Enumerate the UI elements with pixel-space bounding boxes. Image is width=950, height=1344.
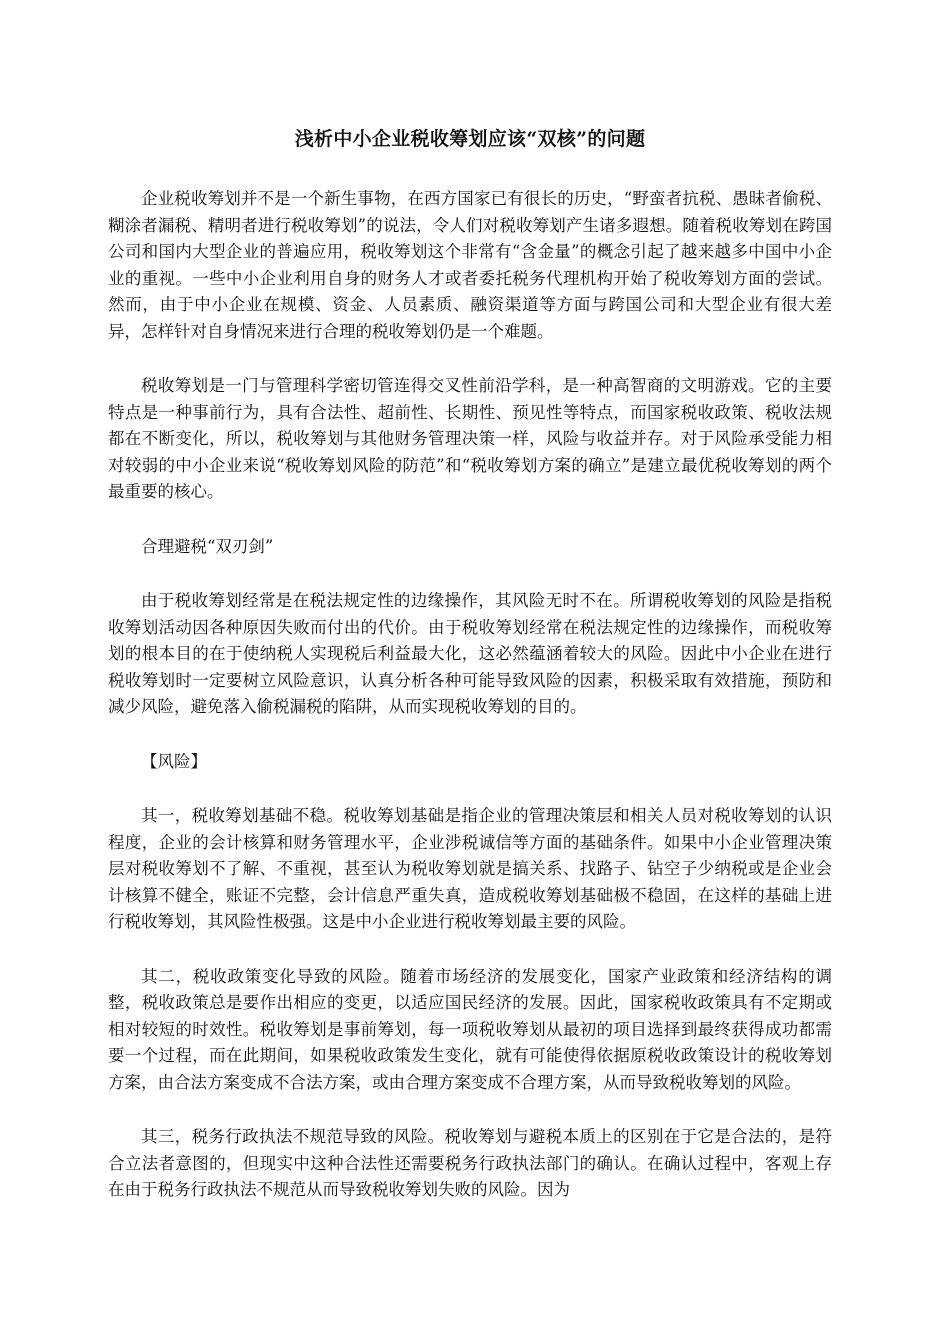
section-heading-risk: 【风险】 bbox=[141, 751, 207, 771]
paragraph-risk-one: 其一，税收筹划基础不稳。税收筹划基础是指企业的管理决策层和相关人员对税收筹划的认识程度，企业的会计核算和财务管理水平，企业涉税诚信等方面的基础条件。如果中小企业管理决策层对税收筹划不了解、不重视，甚至认为税收筹划就是搞关系、找路子、钻空子少纳税或是企业会计核算不健全，账证不完整，会计信息严重失真，造成税收筹划基础极不稳固，在这样的基础上进行税收筹划，其风险性极强。这是中小企业进行税收筹划最主要的风险。 bbox=[108, 806, 832, 931]
paragraph-risk-definition: 由于税收筹划经常是在税法规定性的边缘操作，其风险无时不在。所谓税收筹划的风险是指税收筹划活动因各种原因失败而付出的代价。由于税收筹划经常在税法规定性的边缘操作，而税收筹划的根本目的在于使纳税人实现税后利益最大化，这必然蕴涵着较大的风险。因此中小企业在进行税收筹划时一定要树立风险意识，认真分析各种可能导致风险的因素，积极采取有效措施，预防和减少风险，避免落入偷税漏税的陷阱，从而实现税收筹划的目的。 bbox=[108, 591, 832, 716]
document-title: 浅析中小企业税收筹划应该“双核”的问题 bbox=[294, 128, 646, 150]
paragraph-risk-three: 其三，税务行政执法不规范导致的风险。税收筹划与避税本质上的区别在于它是合法的，是符合立法者意图的，但现实中这种合法性还需要税务行政执法部门的确认。在确认过程中，客观上存在由于税务行政执法不规范从而导致税收筹划失败的风险。因为 bbox=[108, 1127, 832, 1199]
paragraph-risk-two: 其二，税收政策变化导致的风险。随着市场经济的发展变化，国家产业政策和经济结构的调整，税收政策总是要作出相应的变更，以适应国民经济的发展。因此，国家税收政策具有不定期或相对较短的时效性。税收筹划是事前筹划，每一项税收筹划从最初的项目选择到最终获得成功都需要一个过程，而在此期间，如果税收政策发生变化，就有可能使得依据原税收政策设计的税收筹划方案，由合法方案变成不合法方案，或由合理方案变成不合理方案，从而导致税收筹划的风险。 bbox=[108, 966, 832, 1092]
document-page bbox=[108, 124, 832, 1232]
section-heading-double-edged-sword: 合理避税“双刃剑” bbox=[141, 536, 274, 556]
paragraph-intro: 企业税收筹划并不是一个新生事物，在西方国家已有很长的历史，“野蛮者抗税、愚昧者偷税、糊涂者漏税、精明者进行税收筹划”的说法，令人们对税收筹划产生诸多遐想。随着税收筹划在跨国公司和国内大型企业的普遍应用，税收筹划这个非常有“含金量”的概念引起了越来越多中国中小企业的重视。一些中小企业利用自身的财务人才或者委托税务代理机构开始了税收筹划方面的尝试。然而，由于中小企业在规模、资金、人员素质、融资渠道等方面与跨国公司和大型企业有很大差异，怎样针对自身情况来进行合理的税收筹划仍是一个难题。 bbox=[108, 189, 832, 341]
paragraph-characteristics: 税收筹划是一门与管理科学密切管连得交叉性前沿学科，是一种高智商的文明游戏。它的主要特点是一种事前行为，具有合法性、超前性、长期性、预见性等特点，而国家税收政策、税收法规都在不断变化，所以，税收筹划与其他财务管理决策一样，风险与收益并存。对于风险承受能力相对较弱的中小企业来说“税收筹划风险的防范”和“税收筹划方案的确立”是建立最优税收筹划的两个最重要的核心。 bbox=[108, 376, 832, 501]
